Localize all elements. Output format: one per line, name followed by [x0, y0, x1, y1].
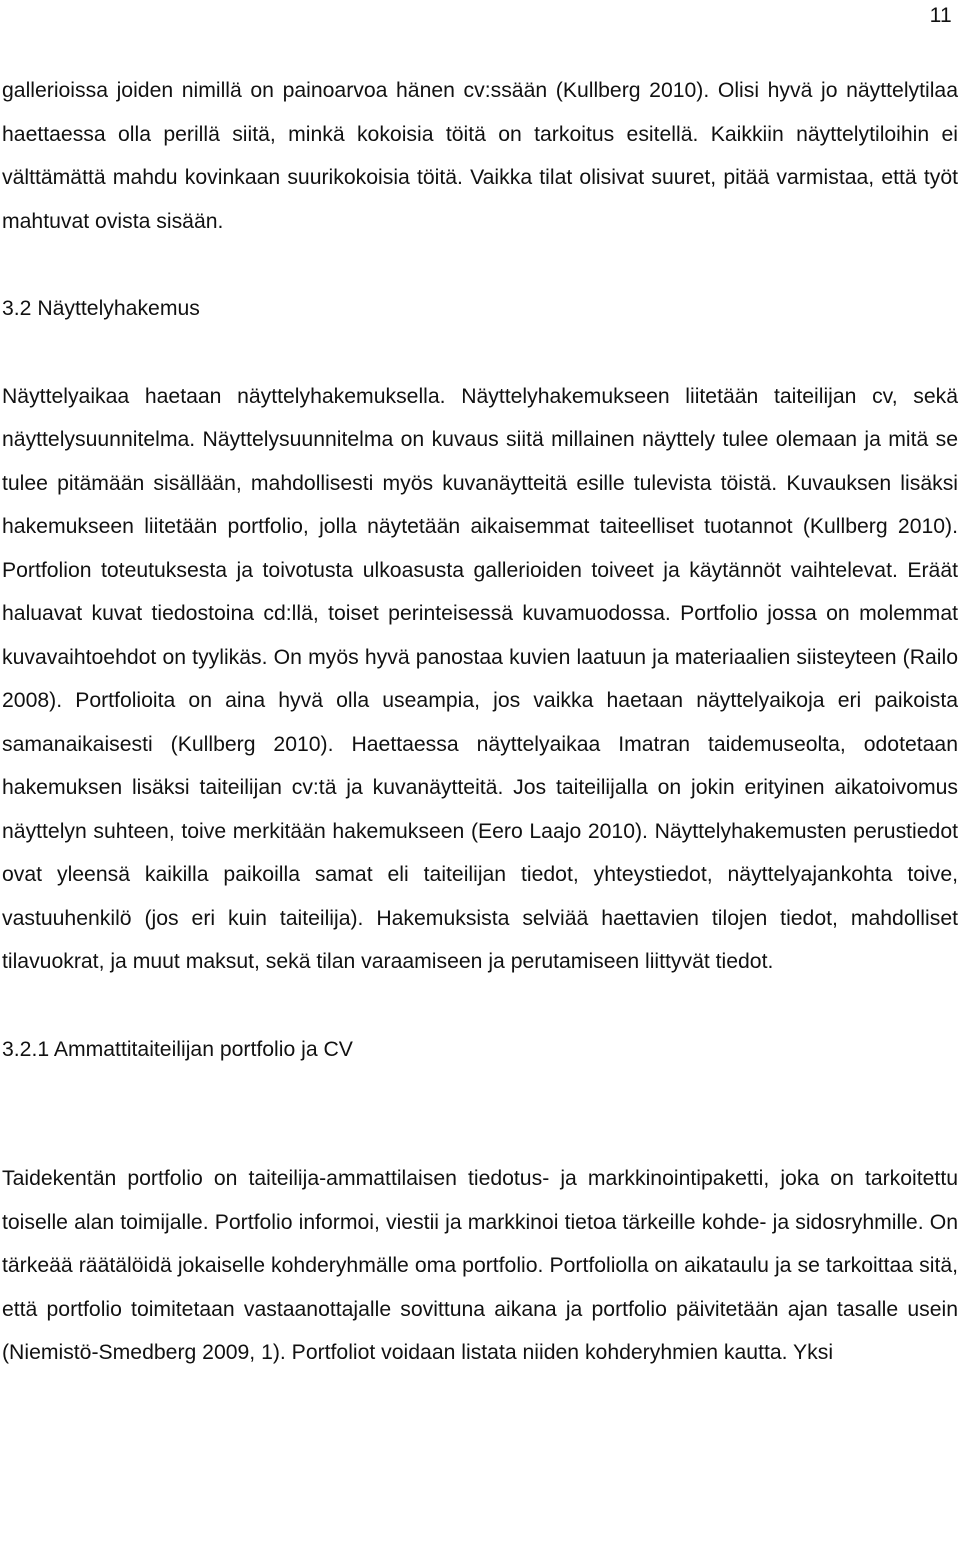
spacer	[2, 243, 958, 287]
spacer	[2, 984, 958, 1028]
section-heading-3-2-1: 3.2.1 Ammattitaiteilijan portfolio ja CV	[2, 1037, 353, 1061]
spacer	[2, 1071, 958, 1157]
document-body	[2, 69, 958, 1375]
section-heading-3-2: 3.2 Näyttelyhakemus	[2, 297, 200, 320]
spacer	[2, 331, 958, 375]
paragraph-exhibition-application: Näyttelyaikaa haetaan näyttelyhakemuksella. Näyttelyhakemukseen liitetään taiteilijan cv, sekä näyttelysuunnitelma. Näyttelysuunnitelma on kuvaus siitä millainen näyttely tulee olemaan ja mitä se tulee pitämään sisällään, mahdollisesti myös kuvanäytteitä esille tulevista töistä. Kuvauksen lisäksi hakemukseen liitetään portfolio, jolla näytetään aikaisemmat taiteelliset tuotannot (Kullberg 2010). Portfolion toteutuksesta ja toivotusta ulkoasusta gallerioiden toiveet ja käytännöt vaihtelevat. Eräät haluavat kuvat tiedostoina cd:llä, toiset perinteisessä kuvamuodossa. Portfolio jossa on molemmat kuvavaihtoehdot on tyylikäs. On myös hyvä panostaa kuvien laatuun ja materiaalien siisteyteen (Railo 2008). Portfolioita on aina hyvä olla useampia, jos vaikka haetaan näyttelyaikoja eri paikoista samanaikaisesti (Kullberg 2010). Haettaessa näyttelyaikaa Imatran taidemuseolta, odotetaan hakemuksen lisäksi taiteilijan cv:tä ja kuvanäytteitä. Jos taiteilijalla on jokin erityinen aikatoivomus näyttelyn suhteen, toive merkitään hakemukseen (Eero Laajo 2010). Näyttelyhakemusten perustiedot ovat yleensä kaikilla paikoilla samat eli taiteilijan tiedot, yhteystiedot, näyttelyajankohta toive, vastuuhenkilö (jos eri kuin taiteilija). Hakemuksista selviää haettavien tilojen tiedot, mahdolliset tilavuokrat, ja muut maksut, sekä tilan varaamiseen ja perutamiseen liittyvät tiedot.	[2, 384, 958, 973]
page-number: 11	[929, 4, 952, 27]
paragraph-exhibition-space: gallerioissa joiden nimillä on painoarvoa hänen cv:ssään (Kullberg 2010). Olisi hyvä jo näyttelytilaa haettaessa olla perillä siitä, minkä kokoisia töitä on tarkoitus esitellä. Kaikkiin näyttelytiloihin ei välttämättä mahdu kovinkaan suurikokoisia töitä. Vaikka tilat olisivat suuret, pitää varmistaa, että työt mahtuvat ovista sisään.	[2, 79, 958, 233]
paragraph-portfolio: Taidekentän portfolio on taiteilija-ammattilaisen tiedotus- ja markkinointipaketti, joka on tarkoitettu toiselle alan toimijalle. Portfolio informoi, viestii ja markkinoi tietoa tärkeille kohde- ja sidosryhmille. On tärkeää räätälöidä jokaiselle kohderyhmälle oma portfolio. Portfoliolla on aikataulu ja se tarkoittaa sitä, että portfolio toimitetaan vastaanottajalle sovittuna aikana ja portfolio päivitetään ajan tasalle usein (Niemistö-Smedberg 2009, 1). Portfoliot voidaan listata niiden kohderyhmien kautta. Yksi	[2, 1167, 958, 1364]
